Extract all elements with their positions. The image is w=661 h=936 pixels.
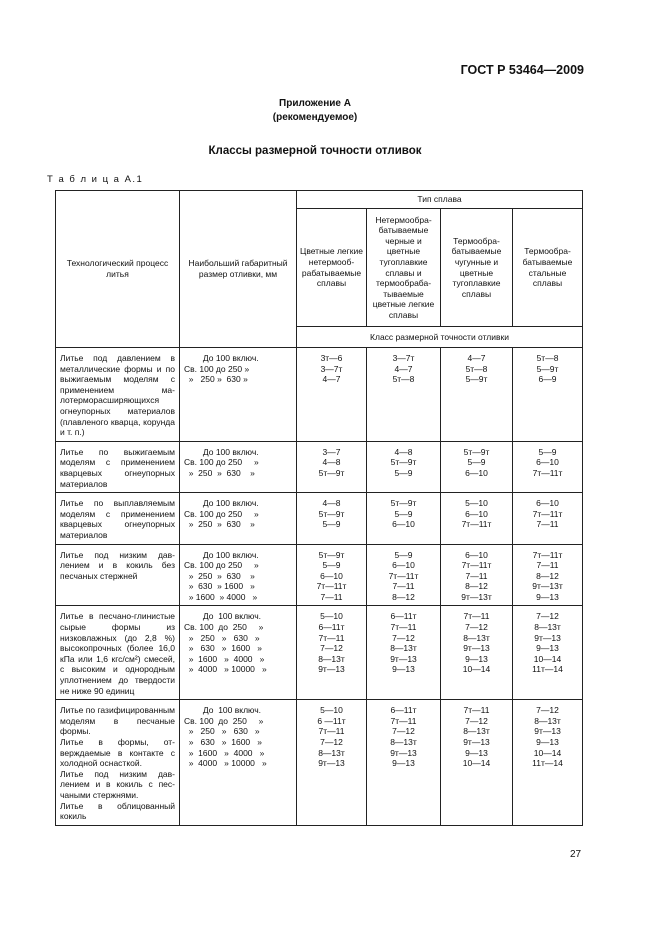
class-cell-alloy-1-line: 6—10: [320, 570, 343, 581]
size-cell-line: Св. 100 до 250 »: [184, 715, 264, 726]
class-cell-alloy-2-line: 5—9: [394, 467, 413, 478]
class-cell-alloy-2-line: 9—13: [392, 664, 415, 675]
size-cell: [180, 544, 297, 606]
process-cell: [56, 348, 180, 442]
class-cell-alloy-1-line: 4—7: [322, 374, 341, 385]
class-cell-alloy-4: [513, 493, 583, 544]
class-cell-alloy-2-line: 5т—9т: [390, 457, 417, 468]
header-process: Технологический процесс литья: [56, 191, 180, 348]
class-cell-alloy-4-line: 7т—11т: [532, 549, 563, 560]
class-cell-alloy-1-line: 4—8: [322, 498, 341, 509]
class-cell-alloy-1-line: 3—7т: [320, 363, 343, 374]
class-cell-alloy-2-line: 4—8: [394, 446, 413, 457]
class-cell-alloy-2-line: 6—11т: [390, 611, 417, 622]
class-cell-alloy-2-line: 8—13т: [390, 643, 417, 654]
class-cell-alloy-2-line: 7—12: [392, 726, 415, 737]
size-cell-line: Св. 100 до 250 »: [184, 508, 259, 519]
size-cell-line: До 100 включ.: [184, 353, 259, 363]
size-cell-line: До 100 включ.: [184, 611, 262, 622]
class-cell-alloy-4-line: 10—14: [533, 653, 562, 664]
class-cell-alloy-1-line: 7т—11т: [316, 581, 347, 592]
class-cell-alloy-2: [367, 348, 441, 442]
class-cell-alloy-2: [367, 700, 441, 826]
class-cell-alloy-1: [297, 700, 367, 826]
size-cell-line: Св. 100 до 250 »: [184, 560, 259, 571]
size-cell-line: » 630 » 1600 »: [184, 643, 262, 654]
class-cell-alloy-1-line: 5т—9т: [318, 467, 345, 478]
size-cell-line: До 100 включ.: [184, 549, 259, 560]
class-cell-alloy-4-line: 11т—14: [532, 758, 563, 769]
class-cell-alloy-2-line: 8—12: [392, 591, 415, 602]
header-alloy-4: Термообрабатываемые стальные сплавы: [513, 209, 583, 327]
class-cell-alloy-3-line: 8—13т: [463, 726, 490, 737]
table-row: [56, 493, 583, 544]
class-cell-alloy-1: [297, 606, 367, 700]
class-cell-alloy-1-line: 5—9: [322, 560, 341, 571]
accuracy-table: [55, 190, 583, 826]
class-cell-alloy-2-line: 9т—13: [390, 653, 417, 664]
class-cell-alloy-3-line: 7т—11т: [461, 519, 492, 530]
size-cell-line: » 1600 » 4000 »: [184, 653, 265, 664]
class-cell-alloy-3: [441, 606, 513, 700]
class-cell-alloy-2-line: 7—12: [392, 632, 415, 643]
table-row: [56, 348, 583, 442]
class-cell-alloy-3-line: 7—12: [465, 715, 488, 726]
process-cell: [56, 700, 180, 826]
size-cell-line: Св. 100 до 250 »: [184, 363, 250, 374]
class-cell-alloy-2-line: 4—7: [394, 363, 413, 374]
class-cell-alloy-4-line: 7—11: [536, 560, 559, 571]
class-cell-alloy-4-line: 7т—11т: [532, 467, 563, 478]
class-cell-alloy-2: [367, 606, 441, 700]
header-alloy-2: Нетермообрабатываемые черные и цветные тугоплавкие сплавы и термообрабатываемые цветные легкие сплавы: [367, 209, 441, 327]
class-cell-alloy-3-line: 6—10: [465, 467, 488, 478]
class-cell-alloy-4-line: 5т—8: [536, 353, 559, 363]
size-cell-line: » 1600 » 4000 »: [184, 747, 265, 758]
class-cell-alloy-1: [297, 544, 367, 606]
class-cell-alloy-3-line: 10—14: [462, 758, 491, 769]
appendix-heading: [0, 97, 630, 125]
size-cell-line: Св. 100 до 250 »: [184, 622, 264, 633]
class-cell-alloy-4-line: 6—9: [538, 374, 557, 385]
header-alloy-1: Цветные легкие нетермообрабатываемые сплавы: [297, 209, 367, 327]
class-cell-alloy-1-line: 7—12: [320, 737, 343, 747]
class-cell-alloy-2-line: 6—10: [392, 519, 415, 530]
class-cell-alloy-3: [441, 544, 513, 606]
class-cell-alloy-3-line: 4—7: [467, 353, 486, 363]
size-cell-line: » 250 » 630 »: [184, 632, 260, 643]
appendix-subtitle: (рекомендуемое): [272, 112, 358, 123]
class-cell-alloy-1-line: 7—12: [320, 643, 343, 654]
class-cell-alloy-1: [297, 493, 367, 544]
class-cell-alloy-2: [367, 544, 441, 606]
class-cell-alloy-4-line: 7—11: [536, 519, 559, 530]
class-cell-alloy-4: [513, 441, 583, 492]
size-cell-line: » 250 » 630 »: [184, 374, 248, 385]
size-cell-line: » 4000 » 10000 »: [184, 758, 267, 769]
table-row: [56, 544, 583, 606]
class-cell-alloy-4-line: 9т—13: [534, 632, 561, 643]
size-cell: [180, 348, 297, 442]
class-cell-alloy-3-line: 8—13т: [463, 632, 490, 643]
class-cell-alloy-2-line: 5т—8: [392, 374, 415, 385]
class-cell-alloy-2-line: 5—9: [394, 549, 413, 560]
class-cell-alloy-3-line: 7—12: [465, 622, 488, 633]
table-row: [56, 606, 583, 700]
class-cell-alloy-4: [513, 544, 583, 606]
class-cell-alloy-1-line: 5т—9т: [318, 549, 345, 560]
process-cell-line: Литье по выплавляемым моделям с применением кварцевых огнеупорных материалов: [60, 498, 175, 540]
size-cell-line: » 4000 » 10000 »: [184, 664, 267, 675]
table-row: [56, 441, 583, 492]
process-cell-line: Литье под низким давлением и в кокиль с песчаными стержнями.: [60, 768, 175, 800]
class-cell-alloy-3-line: 8—12: [465, 581, 488, 592]
class-cell-alloy-4-line: 9т—13: [534, 726, 561, 737]
class-cell-alloy-3-line: 9т—13: [463, 643, 490, 654]
size-cell-line: » 1600 » 4000 »: [184, 591, 258, 602]
size-cell-line: » 250 » 630 »: [184, 467, 255, 478]
size-cell-line: До 100 включ.: [184, 705, 262, 716]
class-cell-alloy-4-line: 8—13т: [534, 715, 561, 726]
class-cell-alloy-4-line: 8—12: [536, 570, 559, 581]
class-cell-alloy-1-line: 8—13т: [318, 747, 345, 758]
size-cell-line: » 630 » 1600 »: [184, 581, 255, 592]
class-cell-alloy-2-line: 8—13т: [390, 737, 417, 747]
class-cell-alloy-3-line: 5—9: [467, 457, 486, 468]
document-code: ГОСТ Р 53464—2009: [460, 63, 584, 77]
appendix-title: Приложение А: [279, 98, 351, 109]
class-cell-alloy-1-line: 5т—9т: [318, 508, 345, 519]
class-cell-alloy-2-line: 6—11т: [390, 705, 417, 716]
class-cell-alloy-4-line: 6—10: [536, 498, 559, 509]
class-cell-alloy-4-line: 7—12: [536, 705, 559, 716]
process-cell-line: Литье в облицованный кокиль: [60, 800, 175, 822]
class-cell-alloy-1-line: 7т—11: [318, 726, 345, 737]
size-cell-line: До 100 включ.: [184, 446, 259, 457]
class-cell-alloy-1: [297, 348, 367, 442]
class-cell-alloy-2-line: 6—10: [392, 560, 415, 571]
class-cell-alloy-3-line: 6—10: [465, 549, 488, 560]
size-cell: [180, 700, 297, 826]
class-cell-alloy-2-line: 9т—13: [390, 747, 417, 758]
class-cell-alloy-3-line: 9—13: [465, 653, 488, 664]
class-cell-alloy-1-line: 5—10: [320, 611, 343, 622]
class-cell-alloy-2-line: 9—13: [392, 758, 415, 769]
class-cell-alloy-3-line: 7—11: [465, 570, 488, 581]
class-cell-alloy-3-line: 10—14: [462, 664, 491, 675]
size-cell-line: » 250 » 630 »: [184, 519, 255, 530]
class-cell-alloy-1-line: 7—11: [320, 591, 343, 602]
page-number: 27: [570, 849, 582, 860]
class-cell-alloy-2-line: 3—7т: [392, 353, 415, 363]
class-cell-alloy-2-line: 7т—11т: [388, 570, 419, 581]
class-cell-alloy-2-line: 7—11: [392, 581, 415, 592]
process-cell-line: Литье по выжигаемым моделям с применением кварцевых огнеупорных материалов: [60, 446, 175, 489]
size-cell-line: » 630 » 1600 »: [184, 737, 262, 747]
header-alloy-3: Термообрабатываемые чугунные и цветные тугоплавкие сплавы: [441, 209, 513, 327]
class-cell-alloy-3: [441, 441, 513, 492]
class-cell-alloy-4-line: 6—10: [536, 457, 559, 468]
header-size: Наибольший габаритный размер отливки, мм: [180, 191, 297, 348]
class-cell-alloy-1-line: 3т—6: [320, 353, 343, 363]
size-cell-line: » 250 » 630 »: [184, 570, 255, 581]
size-cell: [180, 606, 297, 700]
class-cell-alloy-3-line: 5т—9т: [463, 446, 490, 457]
class-cell-alloy-3-line: 7т—11: [463, 611, 490, 622]
class-cell-alloy-4-line: 9—13: [536, 643, 559, 654]
class-cell-alloy-1-line: 4—8: [322, 457, 341, 468]
class-cell-alloy-3-line: 5—10: [465, 498, 488, 509]
class-cell-alloy-2-line: 5т—9т: [390, 498, 417, 509]
class-cell-alloy-4-line: 8—13т: [534, 622, 561, 633]
class-cell-alloy-3-line: 5т—8: [465, 363, 488, 374]
class-cell-alloy-3-line: 7т—11: [463, 705, 490, 716]
size-cell-line: » 250 » 630 »: [184, 726, 260, 737]
class-cell-alloy-4-line: 10—14: [533, 747, 562, 758]
process-cell-line: Литье в песчано-глинистые сырые формы из низковлажных (до 2,8 %) высокопрочных (более 16,0 кПа или 1,6 кгс/см²) смесей, с высоким и однородным уплотнением до твердости не ниже 90 единиц: [60, 611, 175, 696]
class-cell-alloy-3: [441, 493, 513, 544]
class-cell-alloy-3-line: 7т—11т: [461, 560, 492, 571]
class-cell-alloy-1-line: 7т—11: [318, 632, 345, 643]
header-alloy-type: Тип сплава: [297, 191, 583, 209]
class-cell-alloy-4-line: 11т—14: [532, 664, 563, 675]
size-cell-line: Св. 100 до 250 »: [184, 457, 259, 468]
class-cell-alloy-3-line: 9т—13т: [461, 591, 492, 602]
document-title: Классы размерной точности отливок: [208, 145, 422, 157]
class-cell-alloy-4: [513, 606, 583, 700]
class-cell-alloy-4-line: 7т—11т: [532, 508, 563, 519]
class-cell-alloy-3-line: 9—13: [465, 747, 488, 758]
size-cell: [180, 441, 297, 492]
class-cell-alloy-1-line: 8—13т: [318, 653, 345, 664]
class-cell-alloy-2-line: 5—9: [394, 508, 413, 519]
process-cell: [56, 493, 180, 544]
class-cell-alloy-1-line: 5—10: [320, 705, 343, 716]
process-cell: [56, 544, 180, 606]
class-cell-alloy-3: [441, 700, 513, 826]
process-cell-line: Литье под низким давлением и в кокиль без песчаных стержней: [60, 549, 175, 581]
size-cell-line: До 100 включ.: [184, 498, 259, 509]
class-cell-alloy-1-line: 9т—13: [318, 758, 345, 769]
class-cell-alloy-2-line: 7т—11: [390, 622, 417, 633]
class-cell-alloy-1: [297, 441, 367, 492]
class-cell-alloy-1-line: 5—9: [322, 519, 341, 530]
process-cell-line: Литье в формы, отверждаемые в контакте с холодной оснасткой.: [60, 737, 175, 769]
class-cell-alloy-2-line: 7т—11: [390, 715, 417, 726]
process-cell-line: Литье по газифицированным моделям в песчаные формы.: [60, 705, 175, 737]
size-cell: [180, 493, 297, 544]
class-cell-alloy-1-line: 3—7: [322, 446, 341, 457]
header-accuracy-class: Класс размерной точности отливки: [297, 327, 583, 348]
class-cell-alloy-1-line: 6 —11т: [317, 715, 346, 726]
table-label: Т а б л и ц а А.1: [47, 174, 144, 185]
table-body: [56, 348, 583, 826]
table-row: [56, 700, 583, 826]
process-cell: [56, 606, 180, 700]
class-cell-alloy-3-line: 5—9т: [465, 374, 488, 385]
class-cell-alloy-1-line: 9т—13: [318, 664, 345, 675]
process-cell: [56, 441, 180, 492]
class-cell-alloy-3-line: 9т—13: [463, 737, 490, 747]
class-cell-alloy-1-line: 6—11т: [318, 622, 345, 633]
class-cell-alloy-4-line: 7—12: [536, 611, 559, 622]
class-cell-alloy-3: [441, 348, 513, 442]
class-cell-alloy-2: [367, 441, 441, 492]
class-cell-alloy-3-line: 6—10: [465, 508, 488, 519]
class-cell-alloy-4: [513, 348, 583, 442]
class-cell-alloy-4-line: 9—13: [536, 737, 559, 747]
class-cell-alloy-4-line: 9—13: [536, 591, 559, 602]
class-cell-alloy-4: [513, 700, 583, 826]
class-cell-alloy-4-line: 5—9т: [536, 363, 559, 374]
class-cell-alloy-4-line: 9т—13т: [532, 581, 563, 592]
process-cell-line: Литье под давлением в металлические формы и по выжигаемым моделям с применением малотерморасширяющихся огнеупорных материалов (плавленого кварца, корунда и т. п.): [60, 353, 175, 438]
class-cell-alloy-2: [367, 493, 441, 544]
class-cell-alloy-4-line: 5—9: [538, 446, 557, 457]
